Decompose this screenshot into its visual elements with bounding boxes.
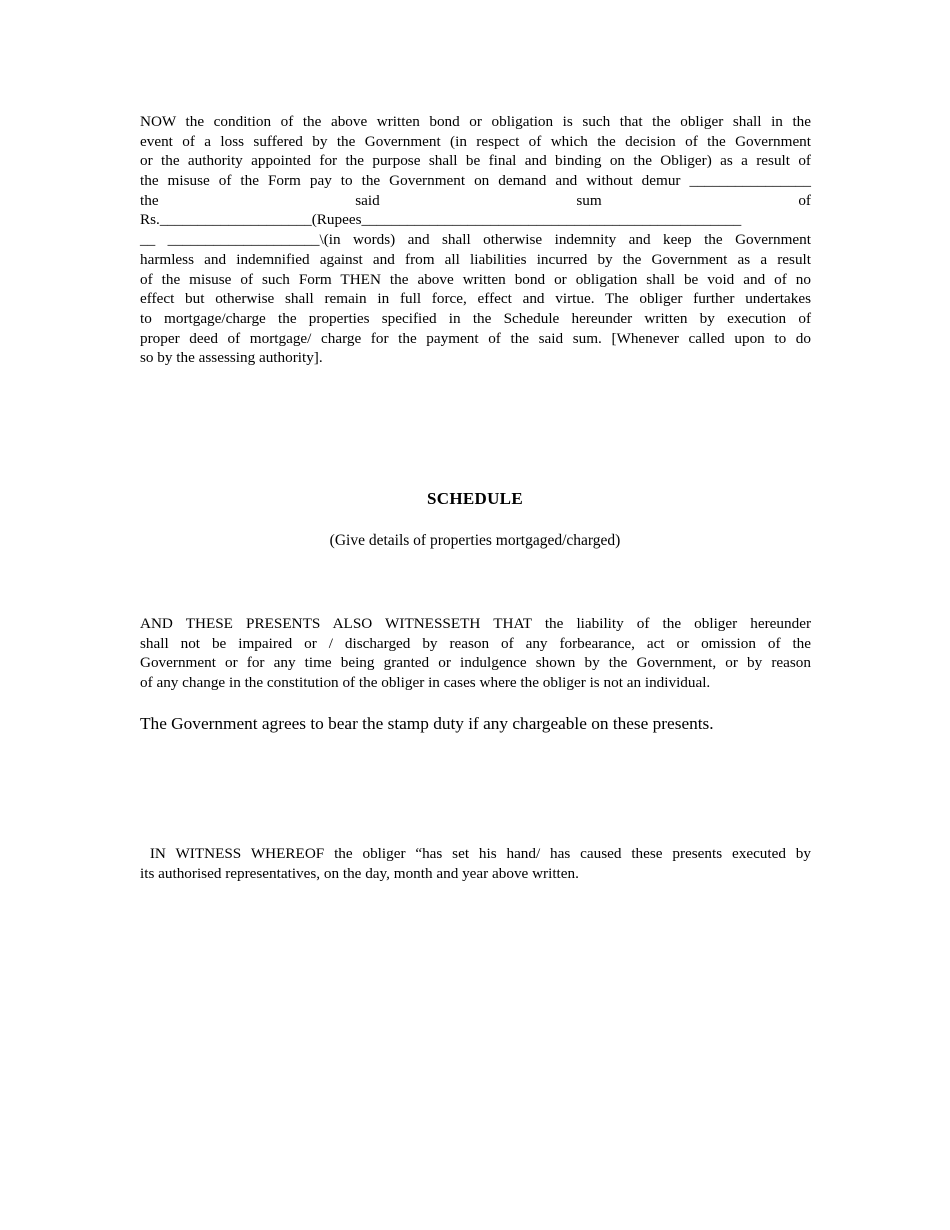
rupees-words-blank: __________________________________________________ xyxy=(361,211,742,229)
witness-paragraph xyxy=(140,844,811,883)
witnesseth-paragraph xyxy=(140,614,811,693)
witness-line-2: its authorised representatives, on the day, month and year above written. xyxy=(140,864,579,882)
schedule-title: SCHEDULE xyxy=(427,489,523,508)
rupees-amount-blank: Rs.____________________(Rupees xyxy=(140,211,362,229)
condition-line-9: of the misuse of such Form THEN the above written bond or obligation shall be void and of no xyxy=(140,270,811,288)
witness-line-1: IN WITNESS WHEREOF the obliger “has set his hand/ has caused these presents executed by xyxy=(140,845,811,862)
condition-line-8: harmless and indemnified against and from all liabilities incurred by the Government as a result xyxy=(140,250,811,268)
condition-paragraph xyxy=(140,112,811,368)
witnesseth-line-3: Government or for any time being granted or indulgence shown by the Government, or by reason xyxy=(140,654,811,672)
condition-line-11: to mortgage/charge the properties specified in the Schedule hereunder written by execution of xyxy=(140,309,811,327)
condition-line-12: proper deed of mortgage/ charge for the payment of the said sum. [Whenever called upon to do xyxy=(140,329,811,347)
word-said: said xyxy=(355,191,380,209)
condition-line-4: the misuse of the Form pay to the Government on demand and without demur ________________ xyxy=(140,172,811,190)
word-the: the xyxy=(140,191,159,209)
witnesseth-line-4: of any change in the constitution of the obliger in cases where the obliger is not an individual. xyxy=(140,674,711,692)
condition-line-6 xyxy=(140,210,811,230)
word-of: of xyxy=(798,191,811,209)
condition-line-13: so by the assessing authority]. xyxy=(140,349,323,367)
word-sum: sum xyxy=(576,191,602,209)
schedule-subtitle: (Give details of properties mortgaged/charged) xyxy=(329,532,621,549)
stamp-duty-statement: The Government agrees to bear the stamp duty if any chargeable on these presents. xyxy=(140,714,714,733)
condition-line-7: __ ____________________\(in words) and shall otherwise indemnity and keep the Government xyxy=(140,231,811,249)
condition-line-5 xyxy=(140,191,811,211)
condition-line-2: event of a loss suffered by the Government (in respect of which the decision of the Government xyxy=(140,132,811,150)
witnesseth-line-2: shall not be impaired or / discharged by reason of any forbearance, act or omission of the xyxy=(140,634,811,652)
condition-line-1: NOW the condition of the above written bond or obligation is such that the obliger shall in the xyxy=(140,113,811,130)
condition-line-3: or the authority appointed for the purpose shall be final and binding on the Obliger) as a result of xyxy=(140,152,811,170)
witnesseth-line-1: AND THESE PRESENTS ALSO WITNESSETH THAT the liability of the obliger hereunder xyxy=(140,615,811,632)
condition-line-10: effect but otherwise shall remain in full force, effect and virtue. The obliger further undertakes xyxy=(140,290,811,308)
